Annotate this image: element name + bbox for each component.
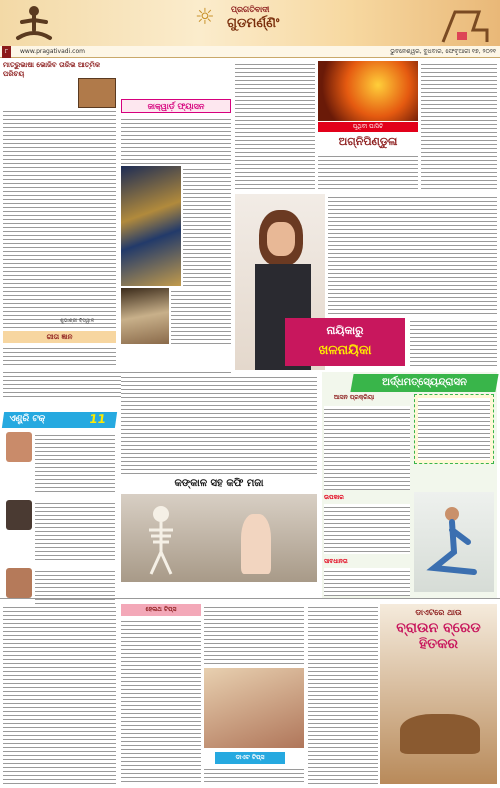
- yoga-woman-icon: [424, 502, 484, 586]
- masthead: [0, 0, 500, 46]
- bread-loaf: [400, 714, 480, 754]
- yoga-title-box: [350, 374, 498, 392]
- entertain-bottom: [3, 604, 116, 784]
- fashion-intro: [121, 116, 231, 164]
- left-story-byline: ଶୁଭାଶ୍ରୀ ବିସ୍ୱାଳ: [60, 318, 95, 324]
- food-caption: [204, 766, 304, 784]
- skeleton-title: କଙ୍କାଳ ସହ କଫି ମଜା: [174, 478, 264, 489]
- skeleton-title-box: [121, 476, 317, 492]
- section-divider: [0, 598, 500, 599]
- yoga-caution-label: ସାବଧାନତା: [324, 558, 348, 565]
- yoga-steps: [324, 406, 410, 490]
- diet-body: [204, 604, 304, 664]
- actress-face: [267, 222, 295, 256]
- brand-name: ପ୍ରଗତିବାଦୀ: [231, 5, 270, 14]
- actress-story-body: [328, 194, 497, 314]
- left-story-title: ମାତ୍ରୁଭାଷା ଭୋଜିବ ତାରିଭ ଆତ୍ମିକ ପରିଚୟ: [3, 61, 101, 78]
- skeleton-cafe-photo: [121, 494, 317, 582]
- actress-title-box: [285, 318, 405, 366]
- section-logo: [195, 4, 325, 38]
- bread-story-body: [308, 604, 378, 784]
- yoga-quote: [418, 398, 490, 460]
- fashion-tips-2: [171, 288, 231, 344]
- entertain-title-box: [2, 412, 117, 428]
- fashion-title: ଜାକ୍ୱାର୍ଡ଼ ଫ୍ୟାସନ: [147, 102, 205, 111]
- bread-title-3: ହିତକର: [418, 636, 459, 652]
- entertain-item-1: [35, 432, 115, 492]
- entertain-number: 11: [88, 412, 107, 426]
- top-story-col-2: [318, 153, 418, 191]
- skeleton-story-body: [121, 374, 317, 474]
- celeb-photo-1: [6, 432, 32, 462]
- top-story-tag: ପୃଥିବୀ ଘାସିଚି: [318, 122, 418, 132]
- chair-icon: [435, 2, 495, 44]
- yoga-caution: [324, 568, 410, 596]
- page-number: ୮: [2, 46, 11, 58]
- health-title-box: [121, 604, 201, 616]
- fashion-tips: [183, 166, 231, 286]
- celeb-photo-2: [6, 500, 32, 530]
- fashion-title-box: [121, 99, 231, 113]
- gita-title: ଗୀତା ଜ୍ଞାନ: [46, 333, 73, 341]
- celeb-photo-3: [6, 568, 32, 598]
- yoga-title: ଅର୍ଦ୍ଧମତ୍ସ୍ୟେନ୍ଦ୍ରାସନ: [382, 377, 467, 388]
- food-photo: [204, 668, 304, 748]
- fashion-model-photo-2: [121, 288, 169, 344]
- date-strip: [0, 46, 500, 58]
- food-label: ଡାଏଟ ଟିପ୍ସ: [235, 754, 265, 761]
- yoga-pose-icon: [4, 2, 64, 44]
- skeleton-icon: [141, 504, 181, 576]
- issue-date: ଭୁବନେଶ୍ୱର, ବୁଧବାର, ଫେବୃଆରୀ ୧୭, ୨୦୨୧: [390, 48, 496, 55]
- bread-panel: [380, 604, 497, 784]
- bread-title-1: ଡାଏଟରେ ଥାଉ: [415, 608, 462, 617]
- portrait-photo: [78, 78, 116, 108]
- top-story-col-3: [421, 61, 497, 191]
- left-story-body: [3, 108, 116, 328]
- yoga-pose-photo: [414, 492, 494, 592]
- entertain-item-2: [35, 500, 115, 560]
- yoga-benefit-label: ଉପକାର: [324, 494, 344, 501]
- yoga-panel: [322, 372, 497, 598]
- gita-body: [3, 345, 116, 367]
- website-link[interactable]: www.pragativadi.com: [20, 48, 85, 55]
- sun-logo-icon: ☼: [195, 4, 215, 30]
- yoga-benefits: [324, 504, 410, 554]
- actress-title-1: ନାୟିକାରୁ: [326, 324, 364, 337]
- top-story-col-1: [235, 61, 315, 191]
- fashion-model-photo-1: [121, 166, 181, 286]
- actress-story-body-2: [410, 318, 497, 368]
- health-body: [121, 618, 201, 784]
- yoga-quote-box: [414, 394, 494, 464]
- health-title: ହେଲଥ ଟିପ୍ସ: [145, 606, 177, 613]
- section-title: ଗୁଡମର୍ଣ୍ଣିଂ: [227, 16, 280, 31]
- bread-title-2: ବ୍ରାଉନ ବ୍ରେଡ: [396, 620, 481, 636]
- top-story-title: ଅଗ୍ନିପିଣ୍ଡୁଳା: [338, 135, 398, 148]
- actress-title-2: ଖଳନାୟିକା: [318, 343, 372, 358]
- food-label-box: [215, 752, 285, 764]
- entertain-title: ଏଣ୍ଟ୍ରି ଟକ୍: [8, 414, 46, 424]
- yoga-subtitle: ଆସନ ପ୍ରକ୍ରିୟା: [333, 394, 375, 401]
- cafe-person: [241, 514, 271, 574]
- gita-title-box: [3, 331, 116, 343]
- volcano-photo: [318, 61, 418, 121]
